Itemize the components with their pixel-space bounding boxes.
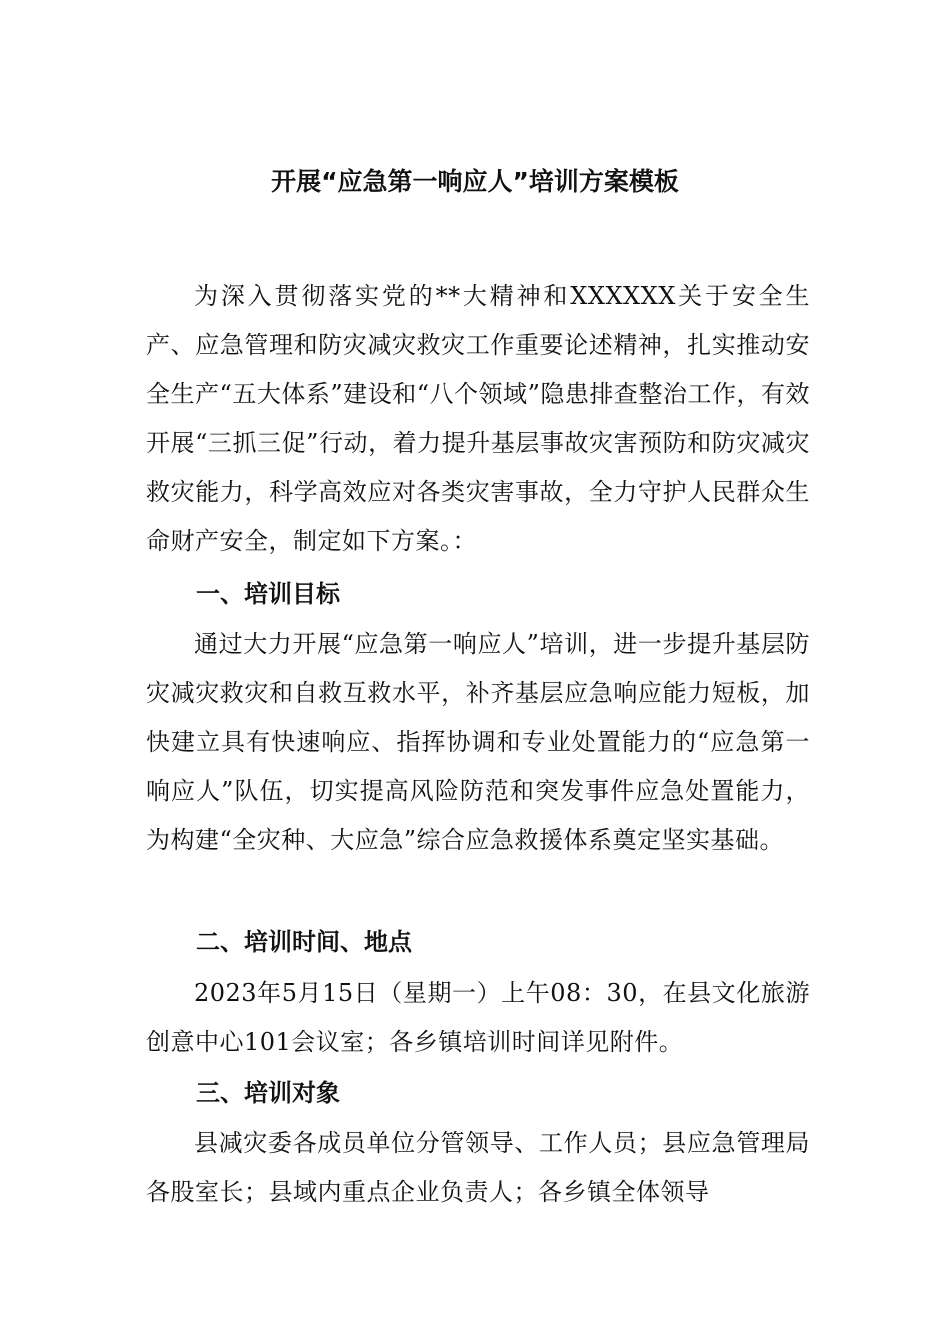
- section-body-time-location: [146, 969, 810, 1067]
- section-heading-time-location: 二、培训时间、地点: [196, 928, 412, 956]
- section-text-time-location: 2023年5月15日（星期一）上午08：30，在县文化旅游创意中心101会议室；各乡镇培训时间详见附件。: [146, 979, 810, 1056]
- section-body-objectives: [146, 620, 810, 865]
- section-heading-participants: 三、培训对象: [196, 1079, 340, 1107]
- document-title: 开展“应急第一响应人”培训方案模板: [271, 167, 679, 196]
- section-body-participants: [146, 1119, 810, 1217]
- section-heading-objectives: 一、培训目标: [196, 580, 340, 608]
- section-text-participants: 县减灾委各成员单位分管领导、工作人员；县应急管理局各股室长；县域内重点企业负责人；各乡镇全体领导: [146, 1129, 810, 1206]
- intro-paragraph: [146, 272, 810, 566]
- intro-text: 为深入贯彻落实党的**大精神和XXXXXX关于安全生产、应急管理和防灾减灾救灾工作重要论述精神，扎实推动安全生产“五大体系”建设和“八个领域”隐患排查整治工作，有效开展“三抓三促”行动，着力提升基层事故灾害预防和防灾减灾救灾能力，科学高效应对各类灾害事故，全力守护人民群众生命财产安全，制定如下方案。：: [146, 282, 810, 555]
- section-text-objectives: 通过大力开展“应急第一响应人”培训，进一步提升基层防灾减灾救灾和自救互救水平，补齐基层应急响应能力短板，加快建立具有快速响应、指挥协调和专业处置能力的“应急第一响应人”队伍，切实提高风险防范和突发事件应急处置能力，为构建“全灾种、大应急”综合应急救援体系奠定坚实基础。: [146, 630, 810, 854]
